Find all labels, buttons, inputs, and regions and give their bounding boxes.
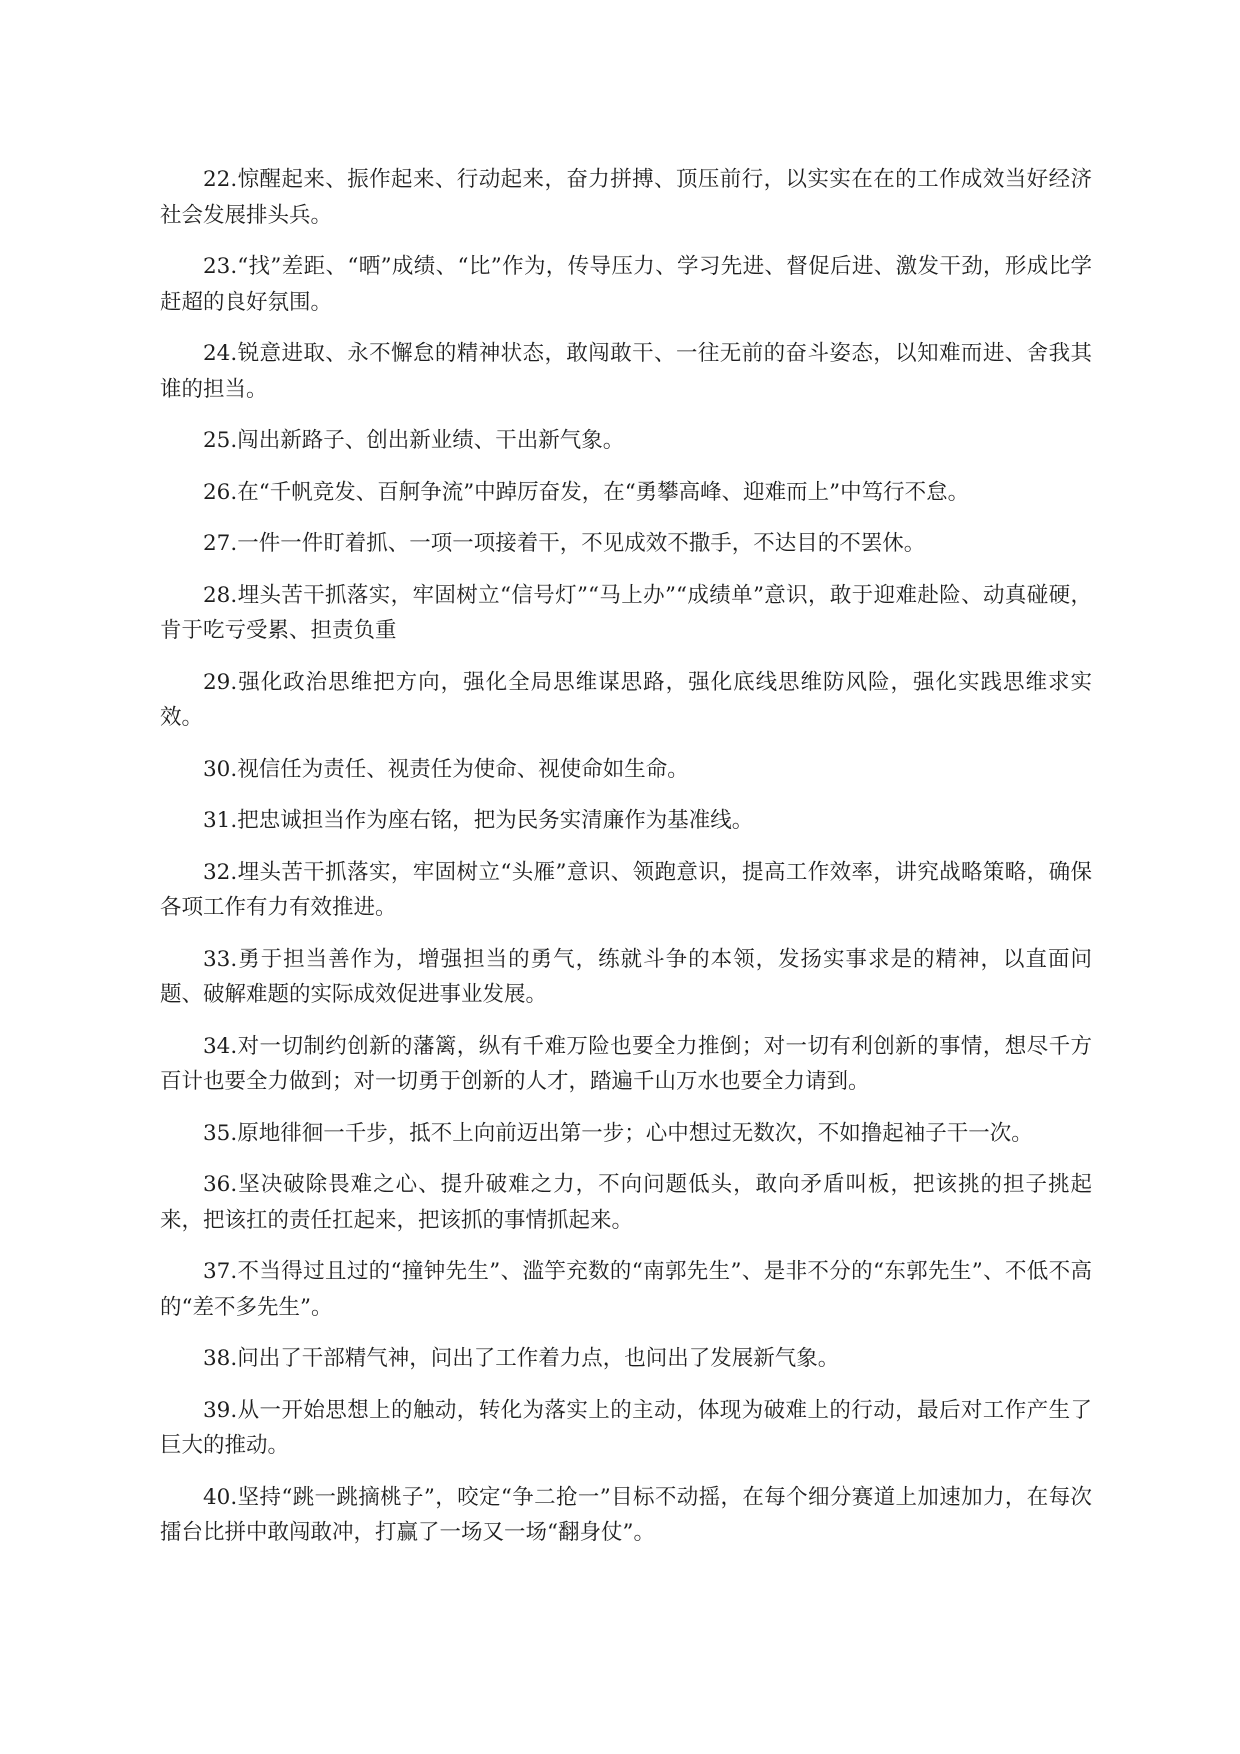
item-number: 29.	[203, 669, 238, 695]
item-text: 埋头苦干抓落实，牢固树立“头雁”意识、领跑意识，提高工作效率，讲究战略策略，确保各项工作有力有效推进。	[160, 859, 1092, 920]
item-text: 强化政治思维把方向，强化全局思维谋思路，强化底线思维防风险，强化实践思维求实效。	[160, 669, 1092, 730]
item-number: 38.	[203, 1346, 238, 1371]
list-item	[160, 249, 1092, 320]
item-number: 24.	[203, 341, 238, 366]
list-item	[160, 1116, 1092, 1152]
list-item	[160, 526, 1092, 562]
item-text: 坚持“跳一跳摘桃子”，咬定“争二抢一”目标不动摇，在每个细分赛道上加速加力，在每次擂台比拼中敢闯敢冲，打赢了一场又一场“翻身仗”。	[160, 1484, 1092, 1545]
list-item	[160, 578, 1092, 649]
item-number: 28.	[203, 582, 238, 608]
list-item	[160, 942, 1092, 1013]
item-text: 对一切制约创新的藩篱，纵有千难万险也要全力推倒；对一切有利创新的事情，想尽千方百计也要全力做到；对一切勇于创新的人才，踏遍千山万水也要全力请到。	[160, 1033, 1092, 1094]
item-text: 闯出新路子、创出新业绩、干出新气象。	[237, 428, 625, 453]
list-item	[160, 665, 1092, 736]
item-number: 30.	[203, 756, 238, 782]
item-text: 从一开始思想上的触动，转化为落实上的主动，体现为破难上的行动，最后对工作产生了巨大的推动。	[160, 1397, 1092, 1458]
item-text: 把忠诚担当作为座右铭，把为民务实清廉作为基准线。	[237, 808, 754, 833]
item-text: 不当得过且过的“撞钟先生”、滥竽充数的“南郭先生”、是非不分的“东郭先生”、不低不高的“差不多先生”。	[160, 1259, 1092, 1320]
item-text: 在“千帆竞发、百舸争流”中踔厉奋发，在“勇攀高峰、迎难而上”中笃行不怠。	[237, 479, 970, 505]
item-text: 勇于担当善作为，增强担当的勇气，练就斗争的本领，发扬实事求是的精神，以直面问题、破解难题的实际成效促进事业发展。	[160, 946, 1092, 1007]
item-number: 22.	[203, 167, 238, 192]
item-number: 33.	[203, 946, 238, 972]
list-item	[160, 1341, 1092, 1377]
list-item	[160, 336, 1092, 407]
list-item	[160, 423, 1092, 459]
list-item	[160, 1393, 1092, 1464]
list-item	[160, 752, 1092, 788]
item-text: 锐意进取、永不懈怠的精神状态，敢闯敢干、一往无前的奋斗姿态，以知难而进、舍我其谁的担当。	[160, 341, 1092, 402]
list-item	[160, 1029, 1092, 1100]
item-text: 问出了干部精气神，问出了工作着力点，也问出了发展新气象。	[237, 1346, 840, 1371]
item-text: 埋头苦干抓落实，牢固树立“信号灯”“马上办”“成绩单”意识，敢于迎难赴险、动真碰硬，肯于吃亏受累、担责负重	[160, 582, 1092, 643]
item-text: 一件一件盯着抓、一项一项接着干，不见成效不撒手，不达目的不罢休。	[237, 531, 926, 556]
item-number: 40.	[203, 1484, 238, 1510]
item-text: “找”差距、“晒”成绩、“比”作为，传导压力、学习先进、督促后进、激发干劲，形成比学赶超的良好氛围。	[160, 254, 1092, 315]
document-body	[160, 162, 1092, 1567]
item-number: 39.	[203, 1397, 238, 1423]
list-item	[160, 162, 1092, 233]
item-number: 37.	[203, 1259, 238, 1284]
item-text: 原地徘徊一千步，抵不上向前迈出第一步；心中想过无数次，不如撸起袖子干一次。	[237, 1120, 1033, 1146]
item-number: 31.	[203, 808, 238, 833]
item-text: 坚决破除畏难之心、提升破难之力，不向问题低头，敢向矛盾叫板，把该挑的担子挑起来，把该扛的责任扛起来，把该抓的事情抓起来。	[160, 1172, 1092, 1233]
item-number: 23.	[203, 254, 238, 279]
item-number: 25.	[203, 428, 238, 453]
list-item	[160, 1480, 1092, 1551]
item-number: 27.	[203, 531, 238, 556]
item-number: 36.	[203, 1172, 238, 1197]
item-text: 视信任为责任、视责任为使命、视使命如生命。	[237, 756, 689, 782]
list-item	[160, 1254, 1092, 1325]
item-text: 惊醒起来、振作起来、行动起来，奋力拼搏、顶压前行，以实实在在的工作成效当好经济社会发展排头兵。	[160, 167, 1092, 228]
item-number: 32.	[203, 859, 238, 885]
list-item	[160, 803, 1092, 839]
list-item	[160, 1167, 1092, 1238]
item-number: 26.	[203, 479, 238, 505]
list-item	[160, 855, 1092, 926]
list-item	[160, 475, 1092, 511]
item-number: 34.	[203, 1033, 238, 1059]
item-number: 35.	[203, 1120, 238, 1146]
